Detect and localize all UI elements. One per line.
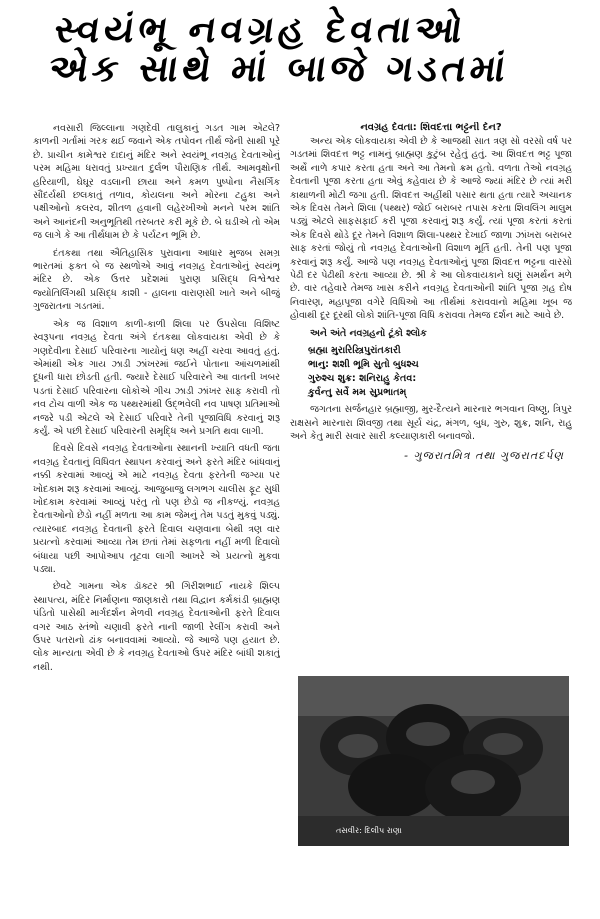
- left-column: [33, 122, 280, 914]
- photo-caption: તસવીર: દિલીપ રાણા: [336, 826, 402, 835]
- left-paragraph-4: દિવસે દિવસે નવગ્રહ દેવતાઓના સ્થાનની ખ્યાતિ વધતી જતા નવગ્રહ દેવતાનું વિધિવત સ્થાપન કરવાનું અને ફરતે મંદિર બાંધવાનું નક્કી કરવામાં આવ્યું એ માટે નવગ્રહ દેવતા ફરતેની જગ્યા પર ખોદકામ શરૂ કરવામાં આવ્યું. આજુબાજુ લગભગ ચાલીસ ફૂટ સુધી ખોદકામ કરવામાં આવ્યું પરંતુ તો પણ છેડો જ નીકળ્યું. નવગ્રહ દેવતાઓનો છેડો નહીં મળતા આ કામ જેમનું તેમ પડતું મુકવું પડ્યું. ત્યારબાદ નવગ્રહ દેવતાની ફરતે દિવાલ ચણવાના બેથી ત્રણ વાર પ્રયત્નો કરવામાં આવ્યા તેમ છતાં તેમાં સફળતા નહીં મળી દિવાલો બંધાયા પછી આપોઆપ તૂટવા લાગી આખરે એ પ્રયત્નો મુકવા પડ્યા.: [33, 443, 280, 575]
- shloka-line-4: કુર્વન્તુ સર્વે મમ સુપ્રભાતમ્: [308, 387, 407, 399]
- shloka: [290, 344, 572, 400]
- headline: [46, 8, 513, 90]
- closing-paragraph: જગતના સર્જનહાર બ્રહ્માજી, મુર-દૈત્યને મારનાર ભગવાન વિષ્ણુ, ત્રિપુર રાક્ષસને મારનારા શિવજી તથા સૂર્ય ચંદ્ર, મંગળ, બુધ, ગુરુ, શુક્ર, શનિ, રાહુ અને કેતુ મારી સવાર સારી કલ્યાણકારી બનાવજો.: [290, 404, 572, 442]
- navagraha-photo: [298, 676, 569, 846]
- left-paragraph-2: દંતકથા તથા ઐતિહાસિક પુરાવાના આધાર મુજબ સમગ્ર ભારતમાં ફક્ત બે જ સ્થળોએ આવું નવગ્રહ દેવતાઓનું સ્વયંભૂ મંદિર છે. એક ઉત્તર પ્રદેશમાં પુરાણ પ્રસિદ્ધ વિશ્વેશ્વર જ્યોતિર્લિંગથી પ્રસિદ્ધ કાશી - હાલના વારાણસી ખાતે અને બીજું ગુજરાતના ગડતમાં.: [33, 247, 280, 313]
- stone-idols-image: [298, 676, 569, 846]
- headline-line-2: એક સાથે માં બાજે ગડતમાં: [46, 47, 513, 90]
- right-subhead: નવગ્રહ દેવતા: શિવદત્તા ભટ્ટની દેન?: [360, 122, 502, 133]
- shloka-line-2: ભાનુ: શશી ભૂમિ સુતો બુધશ્ચ: [308, 359, 419, 371]
- left-paragraph-1: નવસારી જિલ્લાના ગણદેવી તાલુકાનું ગડત ગામ એટલે? કાળની ગર્તામાં ગરક થઈ જવાને એક તપોવન તીર્થ જેની સાથી પૂરે છે. પ્રાચીન કામેશ્વર દાદાનું મંદિર અને સ્વયંભૂ નવગ્રહ દેવતાઓનું પરમ મહિમા ધરાવતું પ્રખ્યાત દુર્લભ પૌરાણિક તીર્થ. આમવૃક્ષોની હરિયાળી, ઘેઘૂર વડલાની છાયા અને કમળ પુષ્પોના નૈસર્ગિક સૌંદર્યથી છલકાતું તળાવ, કોયલના અને મોરના ટહુકા અને પક્ષીઓનો કલરવ, શીતળ હવાની લહેરખીઓ મનને પરમ શાંતિ અને આનંદની અનુભૂતિથી તરબતર કરી મૂકે છે. બે ઘડીએ તો એમ જ લાગે કે આ તીર્થધામ છે કે પર્યટન ભૂમિ છે.: [33, 123, 280, 242]
- left-paragraph-3: એક જ વિશાળ કાળી-કાળી શિલા પર ઉપસેલા વિશિષ્ટ સ્વરૂપના નવગ્રહ દેવતા અંગે દંતકથા લોકવાયકા એવી છે કે ગણદેવીના દેસાઈ પરિવારના ગાયોનું ધણ અહીં ચરવા આવતું હતું. એમાંથી એક ગાય ઝાડી ઝાંખરમાં જઈને પોતાના આંચળમાંથી દૂધની ધારા છોડતી હતી. જ્યારે દેસાઈ પરિવારને આ વાતની ખબર પડતાં દેસાઈ પરિવારના લોકોએ ગીચ ઝાડી ઝાંખર સાફ કરાવી તો નવ ટોચ વાળી એક જ પથ્થરમાંથી ઉદ્ભવેલી નવ પાષણ પ્રતિમાઓ નજરે પડી એટલે એ દેસાઈ પરિવારે તેની પૂજાવિધિ કરવાનું શરૂ કર્યું. એ પછી દેસાઈ પરિવારની સમૃદ્ધિ અને પ્રગતિ થવા લાગી.: [33, 318, 280, 437]
- shloka-line-1: બ્રહ્મા મુરારિસ્ત્રિપુરાંતકારી: [308, 345, 401, 357]
- left-paragraph-5: છેવટે ગામના એક ડૉક્ટર શ્રી ગિરીશભાઈ નાયકે શિલ્પ સ્થાપત્ય, મંદિર નિર્માણના જાણકારો તથા વિદ્વાન કર્મકાંડી બ્રાહ્મણ પંડિતો પાસેથી માર્ગદર્શન મેળવી નવગ્રહ દેવતાઓની ફરતે દિવાલ વગર આઠ સ્તંભો ચણાવી ફરતે નાની જાળી રેલીંગ કરાવી અને ઉપર પતરાનો ઢાંક બનાવવામાં આવ્યો. જે આજે પણ હયાત છે. લોક માન્યતા એવી છે કે નવગ્રહ દેવતાઓ ઉપર મંદિર બાંધી શકાતું નથી.: [33, 581, 280, 673]
- shloka-line-3: ગુરુશ્ચ શુક્ર: શનિરાહુ કેતવ:: [308, 373, 417, 385]
- signature: - ગુજરાતમિત્ર તથા ગુજરાતદર્પણ: [403, 449, 564, 463]
- shloka-intro: અને અંતે નવગ્રહનો ટૂંકો શ્લોક: [310, 327, 427, 339]
- right-paragraph-1: અન્ય એક લોકવાયકા એવી છે કે આજથી સાત ત્રણ સો વરસો વર્ષ પર ગડતમાં શિવદત્ત ભટ્ટ નામનું બ્રાહ્મણ કુટુંબ રહેતું હતું. આ શિવદત્ત ભટ્ટ પૂજા અર્થે નાળે કપાર કરતા હતા અને આ તેમનો ક્રમ હતો. વળતા તેઓ નવગ્રહ દેવતાની પૂજા કરતા હતા એવું કહેવાય છે કે આજે જ્યાં મંદિર છે ત્યાં મરી કાથાળની મોટી જગા હતી. શિવદત્ત અહીંથી પસાર થતા હતા ત્યારે અચાનક એક દિવસ તેમને શિલા (પથ્થર) જોઈ બરાબર તપાસ કરતા શિવલિંગ માલુમ પડ્યું એટલે સાફસફાઈ કરી પૂજા કરવાનું શરૂ કર્યું. ત્યાં પૂજા કરતાં કરતાં એક દિવસે થોડે દૂર તેમને વિશાળ શિલા-પથ્થર દેખાઈ જાળા ઝાંખરા બરાબર સાફ કરતાં જોયું તો નવગ્રહ દેવતાઓની વિશાળ મૂર્તિ હતી. તેની પણ પૂજા કરવાનું શરૂ કર્યું. આજે પણ નવગ્રહ દેવતાઓનું પૂજા શિવદત્ત ભટ્ટના વારસો પેઢી દર પેઢીથી કરતા આવ્યા છે. શ્રી કે આ લોકવાયકાને ઘણું સમર્થન મળે છે. વાર તહેવારે તેમજ ખાસ કરીને નવગ્રહ દેવતાઓની શાંતિ પૂજા ગ્રહ દોષ નિવારણ, મહાપૂજા વગેરે વિધિઓ આ તીર્થમાં કરાવવાનો મહિમા ખૂબ જ હોવાથી દૂર દૂરથી લોકો શાંતિ-પૂજા વિધિ કરાવવા તેમજ દર્શન માટે આવે છે.: [290, 136, 572, 322]
- headline-line-1: સ્વયંભૂ નવગ્રહ દેવતાઓ: [51, 8, 470, 51]
